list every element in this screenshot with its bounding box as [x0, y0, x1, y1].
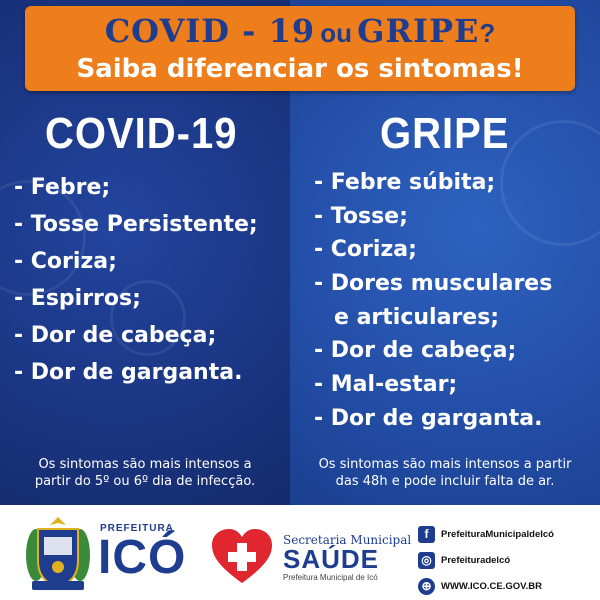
saude-sublabel: Prefeitura Municipal de Icó — [283, 573, 378, 582]
gripe-symptom-item: - Tosse; — [314, 203, 408, 229]
banner-title — [25, 12, 575, 50]
covid-note-line: partir do 5º ou 6º dia de infecção. — [34, 474, 256, 489]
gripe-symptom-item: - Dor de garganta. — [314, 405, 543, 431]
gripe-symptom-list — [314, 166, 552, 436]
facebook-icon: f — [418, 526, 435, 543]
heart-cross-icon — [210, 527, 274, 587]
social-facebook[interactable] — [418, 523, 598, 545]
gripe-symptom-item: - Dor de cabeça; — [314, 338, 517, 364]
gripe-note-line: Os sintomas são mais intensos a partir — [318, 457, 572, 472]
city-name: ICÓ — [98, 531, 187, 584]
gripe-symptom-item: - Febre súbita; — [314, 170, 496, 195]
secretaria-label: Secretaria Municipal — [283, 533, 412, 547]
banner-subtitle: Saiba diferenciar os sintomas! — [76, 54, 524, 84]
prefeitura-label: PREFEITURA — [100, 523, 174, 534]
gripe-note-line: das 48h e pode incluir falta de ar. — [335, 474, 555, 489]
covid-note-line: Os sintomas são mais intensos a — [38, 457, 252, 472]
covid-symptom-item: - Espirros; — [14, 286, 141, 311]
gripe-symptom-item: e articulares; — [334, 304, 500, 330]
social-instagram-text[interactable]: Prefeituradelcó — [441, 554, 511, 566]
banner-question-mark: ? — [479, 18, 496, 48]
covid-symptom-item: - Tosse Persistente; — [14, 212, 258, 237]
gripe-symptom-item: - Coriza; — [314, 237, 417, 263]
social-instagram[interactable] — [418, 549, 598, 571]
covid-symptom-item: - Dor de garganta. — [14, 360, 243, 385]
globe-icon: ⊕ — [418, 578, 435, 595]
gripe-note — [290, 456, 600, 490]
instagram-icon: ◎ — [418, 552, 435, 569]
header-banner — [25, 6, 575, 91]
saude-label: SAÚDE — [283, 544, 380, 574]
covid-title: COVID-19 — [45, 110, 238, 158]
city-crest-logo — [22, 515, 94, 593]
gripe-symptom-item: - Dores musculares — [314, 271, 553, 297]
covid-symptom-item: - Coriza; — [14, 249, 117, 274]
gripe-title: GRIPE — [380, 110, 510, 158]
covid-symptom-item: - Febre; — [14, 175, 111, 200]
covid-note — [0, 456, 290, 490]
banner-ou-word: ou — [320, 18, 352, 48]
covid-symptom-item: - Dor de cabeça; — [14, 323, 217, 348]
social-website[interactable] — [418, 575, 598, 597]
social-facebook-text[interactable]: PrefeituraMunicipaldeIcó — [441, 528, 554, 540]
covid-symptom-list — [14, 169, 258, 391]
banner-gripe-word: GRIPE — [357, 12, 480, 50]
social-website-text[interactable]: WWW.ICO.CE.GOV.BR — [441, 580, 542, 592]
gripe-symptom-item: - Mal-estar; — [314, 372, 458, 398]
banner-covid-word: COVID - 19 — [104, 12, 316, 50]
